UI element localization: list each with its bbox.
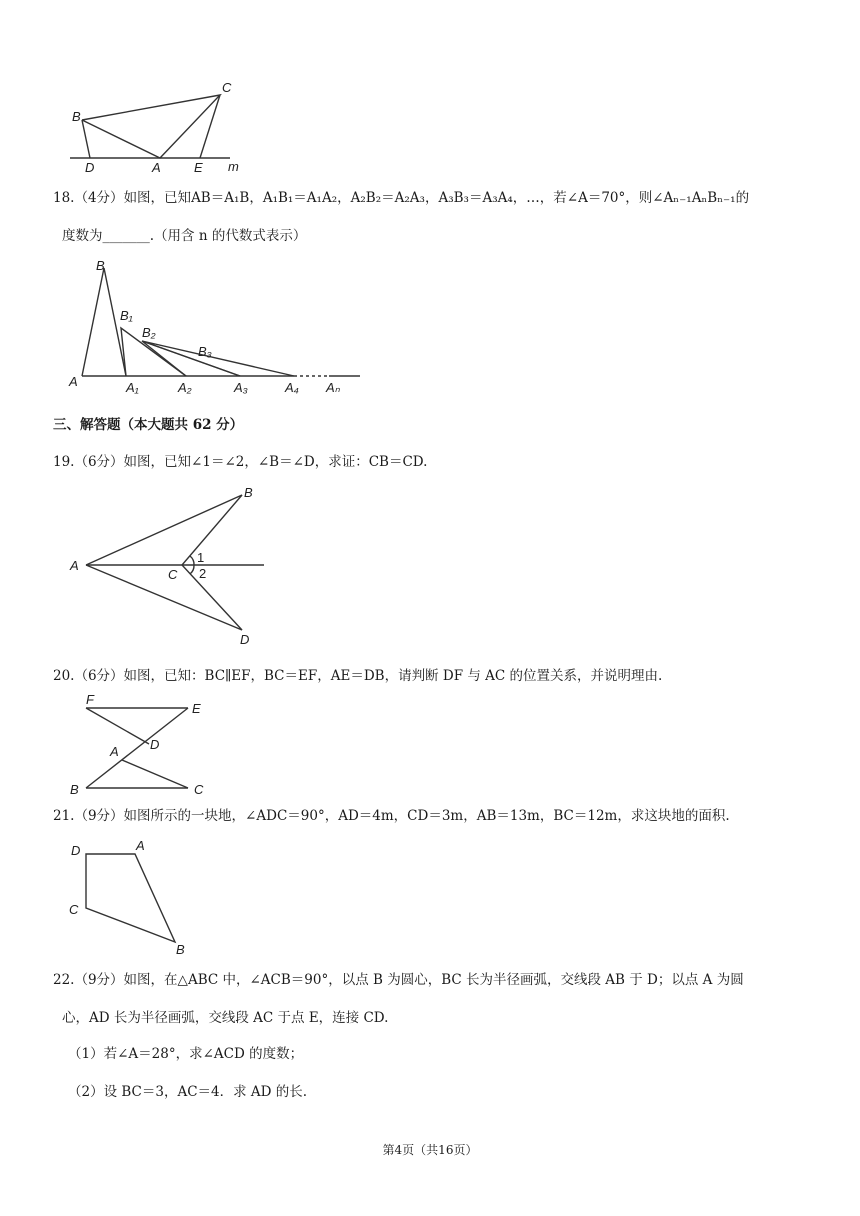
q17-label-e: E <box>194 160 203 175</box>
q19-label-b: B <box>244 485 253 500</box>
q22-subquestion-2: （2）设 BC＝3，AC＝4．求 AD 的长. <box>68 1084 308 1100</box>
q19-label-c: C <box>168 567 178 582</box>
q21-text: 21.（9分）如图所示的一块地，∠ADC＝90°，AD＝4m，CD＝3m，AB＝13m，BC＝12m，求这块地的面积. <box>53 808 730 824</box>
q18-figure <box>64 256 374 398</box>
q17-label-c: C <box>222 80 232 95</box>
q19-label-1: 1 <box>197 550 205 565</box>
q18-line1 <box>53 188 749 208</box>
q22-line2: 心，AD 长为半径画弧，交线段 AC 于点 E，连接 CD. <box>62 1010 389 1026</box>
q21-label-b: B <box>176 942 185 957</box>
q20-segment-fd <box>86 708 149 744</box>
q17-label-d: D <box>85 160 95 175</box>
q18-prefix: 如图，已知 <box>123 190 192 206</box>
q18-label-an: Aₙ <box>326 380 340 395</box>
q18-label-a: A <box>69 374 78 389</box>
q18-conditions: AB＝A₁B，A₁B₁＝A₁A₂，A₂B₂＝A₂A₃，A₃B₃＝A₃A₄，…，若∠A＝70°，则∠Aₙ₋₁AₙBₙ₋₁的 <box>191 190 750 206</box>
q20-segment-eb <box>86 708 188 788</box>
q17-label-b: B <box>72 109 81 124</box>
q19-label-2: 2 <box>199 566 207 581</box>
q21-label-c: C <box>69 902 79 917</box>
q18-label-b3: B₃ <box>198 344 212 359</box>
q21-figure <box>62 834 202 958</box>
q20-label-b: B <box>70 782 79 797</box>
q18-label-b2: B₂ <box>142 325 156 340</box>
q20-label-e: E <box>192 701 201 716</box>
q21-label-a: A <box>136 838 145 853</box>
q19-label-d: D <box>240 632 250 647</box>
q18-line2: 度数为_______.（用含 n 的代数式表示） <box>62 228 307 244</box>
q20-label-d: D <box>150 737 160 752</box>
q18-label-a4: A₄ <box>285 380 299 395</box>
q20-text: 20.（6分）如图，已知：BC∥EF，BC＝EF，AE＝DB，请判断 DF 与 AC 的位置关系，并说明理由. <box>53 668 663 684</box>
q20-segment-ac <box>122 760 188 788</box>
q19-figure <box>64 480 284 650</box>
q18-label-a3: A₃ <box>234 380 248 395</box>
section-3-title: 三、解答题（本大题共 62 分） <box>53 417 244 433</box>
q19-angle-1-arc <box>190 556 194 565</box>
q19-angle-2-arc <box>190 565 194 574</box>
q19-text: 19.（6分）如图，已知∠1＝∠2，∠B＝∠D，求证：CB＝CD. <box>53 454 428 470</box>
q19-label-a: A <box>70 558 79 573</box>
q21-quadrilateral-dabc <box>86 854 175 942</box>
q17-label-m: m <box>228 159 239 174</box>
q20-label-f: F <box>86 692 94 707</box>
q21-label-d: D <box>71 843 81 858</box>
q22-subquestion-1: （1）若∠A＝28°，求∠ACD 的度数； <box>68 1046 304 1062</box>
q17-label-a: A <box>152 160 161 175</box>
q20-label-a: A <box>110 744 119 759</box>
q17-segment-bd <box>82 120 90 158</box>
q17-figure <box>60 75 260 175</box>
q22-line1: 22.（9分）如图，在△ABC 中，∠ACB＝90°，以点 B 为圆心，BC 长为半径画弧，交线段 AB 于 D；以点 A 为圆 <box>53 972 744 988</box>
q17-triangle-bca <box>82 95 220 158</box>
q18-label-a1: A₁ <box>126 380 139 395</box>
q18-label-a2: A₂ <box>178 380 192 395</box>
q20-figure <box>62 690 222 800</box>
q17-segment-ce <box>200 95 220 158</box>
q18-label-b: B <box>96 258 105 273</box>
q20-label-c: C <box>194 782 204 797</box>
q19-quad-abcd <box>86 495 242 630</box>
q18-number: 18.（4分） <box>53 190 124 206</box>
q18-label-b1: B₁ <box>120 308 133 323</box>
page-footer: 第4页（共16页） <box>382 1143 478 1157</box>
